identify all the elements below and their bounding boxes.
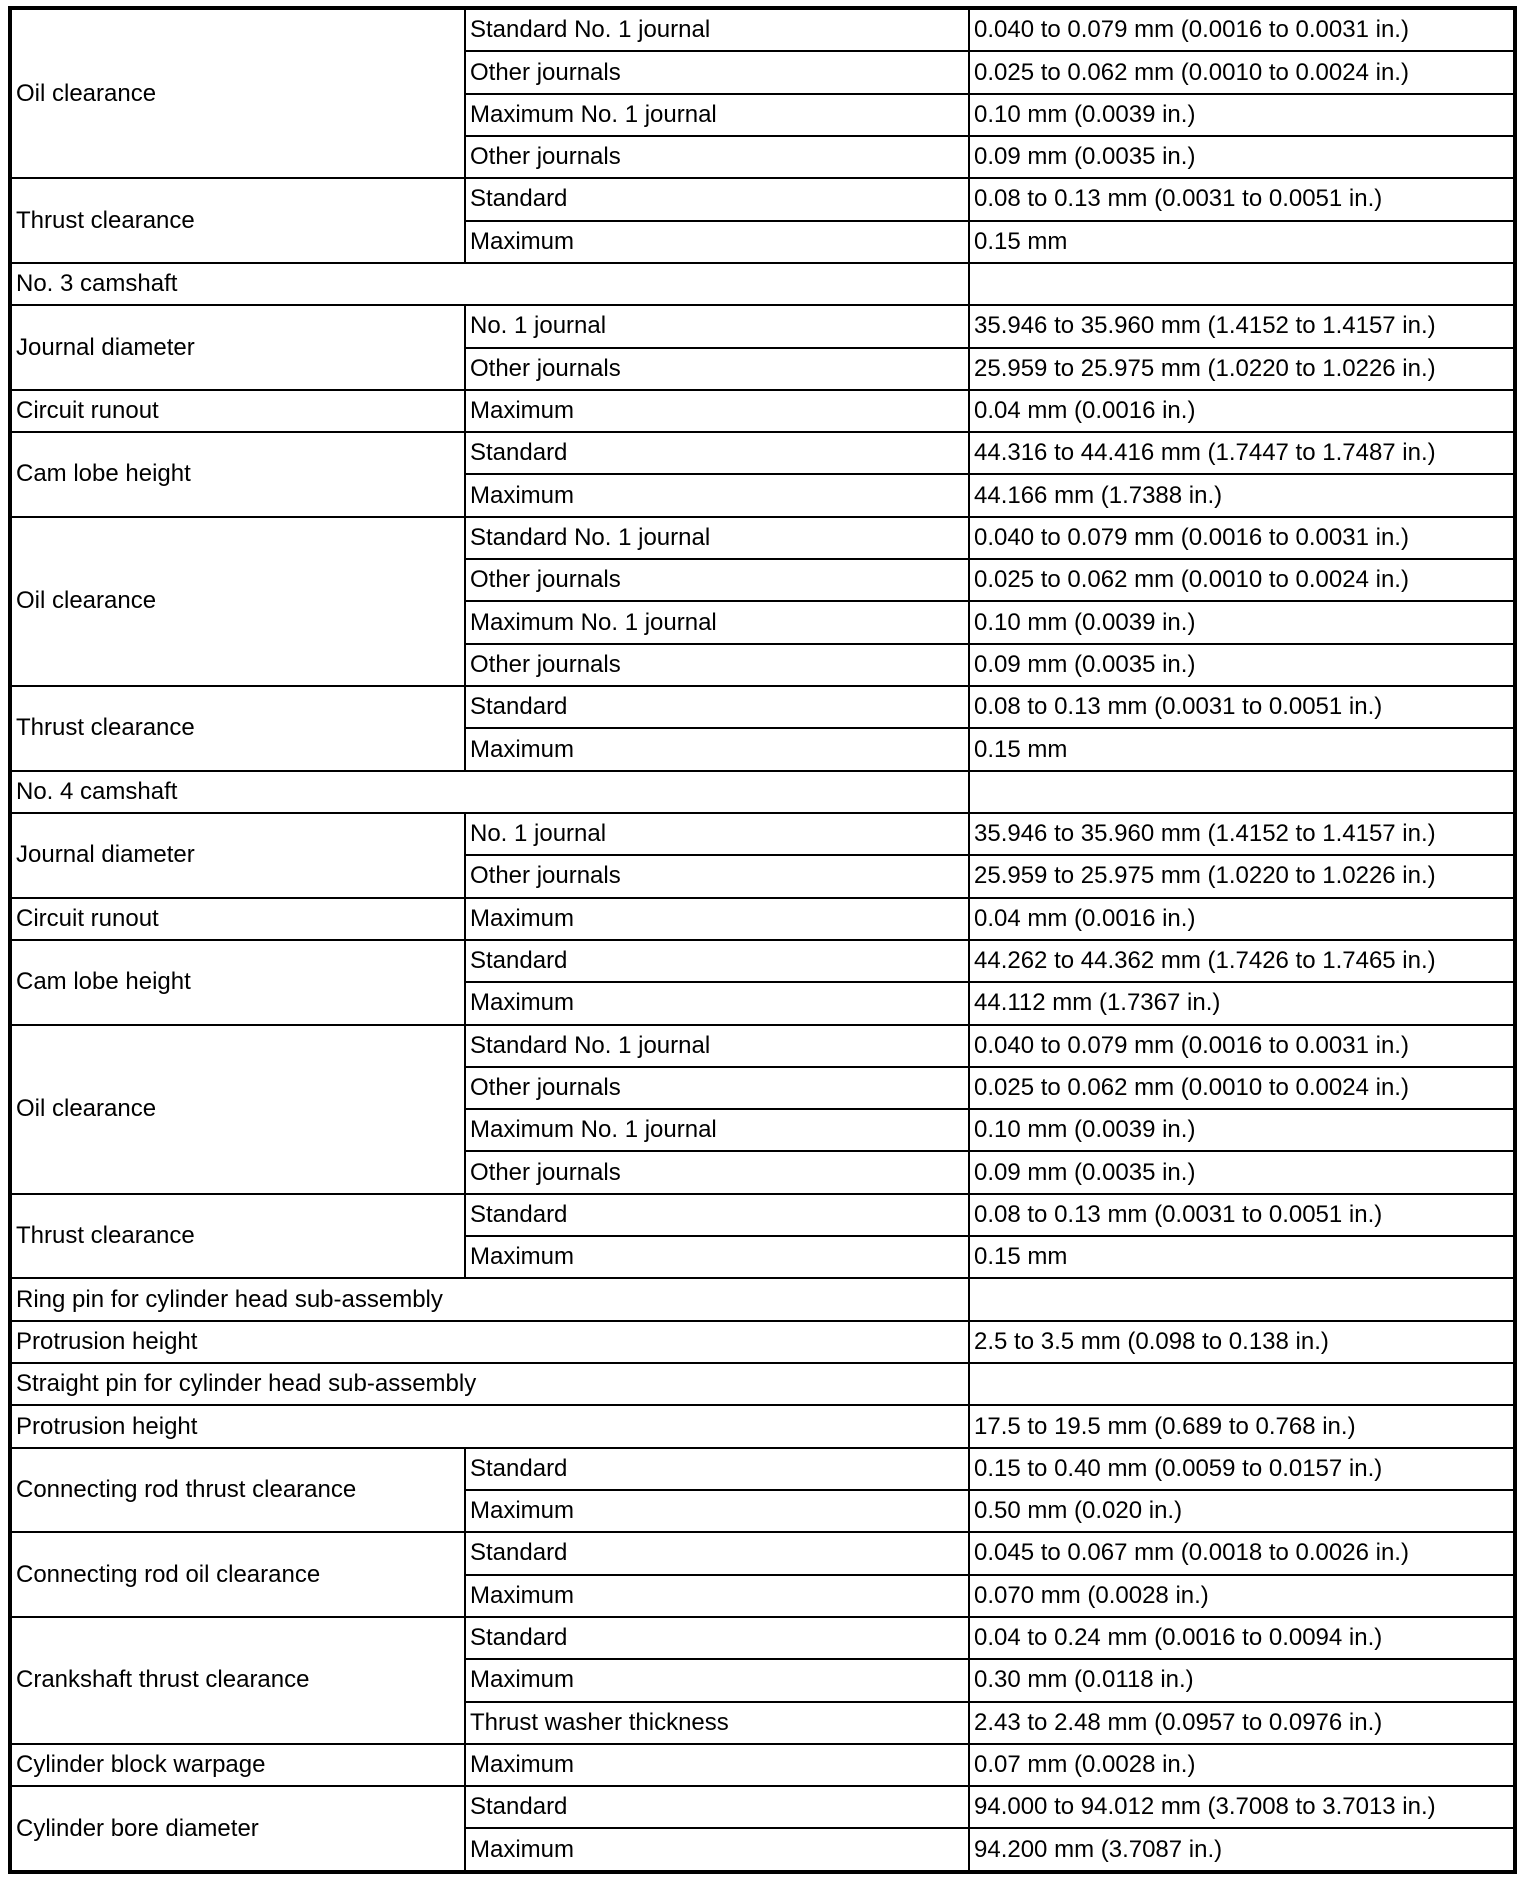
cell-maximum-no-1-journal: Maximum No. 1 journal [465,94,969,136]
cell-0-09-mm-0-0035-in: 0.09 mm (0.0035 in.) [969,136,1515,178]
cell-crankshaft-thrust-clearance: Crankshaft thrust clearance [10,1617,465,1744]
cell-25-959-to-25-975-mm-1-0220-to-1-0226-in: 25.959 to 25.975 mm (1.0220 to 1.0226 in.) [969,348,1515,390]
cell-oil-clearance: Oil clearance [10,8,465,178]
cell-standard: Standard [465,1786,969,1828]
cell-standard-no-1-journal: Standard No. 1 journal [465,8,969,51]
specification-table-body [10,8,1515,1872]
cell-standard: Standard [465,1448,969,1490]
cell-0-08-to-0-13-mm-0-0031-to-0-0051-in: 0.08 to 0.13 mm (0.0031 to 0.0051 in.) [969,686,1515,728]
cell-other-journals: Other journals [465,644,969,686]
cell-94-200-mm-3-7087-in: 94.200 mm (3.7087 in.) [969,1828,1515,1872]
cell-0-10-mm-0-0039-in: 0.10 mm (0.0039 in.) [969,1109,1515,1151]
cell-44-262-to-44-362-mm-1-7426-to-1-7465-in: 44.262 to 44.362 mm (1.7426 to 1.7465 in.) [969,940,1515,982]
cell-0-04-mm-0-0016-in: 0.04 mm (0.0016 in.) [969,898,1515,940]
table-row [10,263,1515,305]
table-row [10,390,1515,432]
cell-empty [969,1278,1515,1320]
cell-maximum-no-1-journal: Maximum No. 1 journal [465,601,969,643]
cell-no-1-journal: No. 1 journal [465,813,969,855]
cell-other-journals: Other journals [465,855,969,897]
cell-maximum: Maximum [465,1744,969,1786]
cell-cylinder-bore-diameter: Cylinder bore diameter [10,1786,465,1872]
cell-standard: Standard [465,686,969,728]
specification-table [8,6,1517,1874]
cell-maximum: Maximum [465,728,969,770]
cell-standard-no-1-journal: Standard No. 1 journal [465,1025,969,1067]
cell-thrust-clearance: Thrust clearance [10,1194,465,1279]
cell-0-09-mm-0-0035-in: 0.09 mm (0.0035 in.) [969,1151,1515,1193]
cell-0-07-mm-0-0028-in: 0.07 mm (0.0028 in.) [969,1744,1515,1786]
cell-other-journals: Other journals [465,348,969,390]
cell-thrust-washer-thickness: Thrust washer thickness [465,1702,969,1744]
cell-44-316-to-44-416-mm-1-7447-to-1-7487-in: 44.316 to 44.416 mm (1.7447 to 1.7487 in.) [969,432,1515,474]
cell-other-journals: Other journals [465,51,969,93]
table-row [10,1025,1515,1067]
cell-standard: Standard [465,178,969,220]
table-row [10,1448,1515,1490]
cell-0-15-mm: 0.15 mm [969,221,1515,263]
table-row [10,771,1515,813]
cell-maximum: Maximum [465,1575,969,1617]
cell-0-045-to-0-067-mm-0-0018-to-0-0026-in: 0.045 to 0.067 mm (0.0018 to 0.0026 in.) [969,1532,1515,1574]
cell-empty [969,1363,1515,1405]
cell-other-journals: Other journals [465,1067,969,1109]
table-row [10,8,1515,51]
cell-empty [969,771,1515,813]
cell-cam-lobe-height: Cam lobe height [10,432,465,517]
cell-0-04-mm-0-0016-in: 0.04 mm (0.0016 in.) [969,390,1515,432]
cell-25-959-to-25-975-mm-1-0220-to-1-0226-in: 25.959 to 25.975 mm (1.0220 to 1.0226 in.) [969,855,1515,897]
cell-0-08-to-0-13-mm-0-0031-to-0-0051-in: 0.08 to 0.13 mm (0.0031 to 0.0051 in.) [969,178,1515,220]
cell-0-040-to-0-079-mm-0-0016-to-0-0031-in: 0.040 to 0.079 mm (0.0016 to 0.0031 in.) [969,517,1515,559]
cell-circuit-runout: Circuit runout [10,898,465,940]
table-row [10,1321,1515,1363]
cell-44-166-mm-1-7388-in: 44.166 mm (1.7388 in.) [969,474,1515,516]
cell-0-08-to-0-13-mm-0-0031-to-0-0051-in: 0.08 to 0.13 mm (0.0031 to 0.0051 in.) [969,1194,1515,1236]
cell-standard-no-1-journal: Standard No. 1 journal [465,517,969,559]
cell-other-journals: Other journals [465,559,969,601]
cell-no-3-camshaft: No. 3 camshaft [10,263,969,305]
cell-0-025-to-0-062-mm-0-0010-to-0-0024-in: 0.025 to 0.062 mm (0.0010 to 0.0024 in.) [969,559,1515,601]
cell-ring-pin-for-cylinder-head-sub-assembly: Ring pin for cylinder head sub-assembly [10,1278,969,1320]
cell-0-30-mm-0-0118-in: 0.30 mm (0.0118 in.) [969,1659,1515,1701]
cell-maximum: Maximum [465,221,969,263]
table-row [10,1786,1515,1828]
cell-0-025-to-0-062-mm-0-0010-to-0-0024-in: 0.025 to 0.062 mm (0.0010 to 0.0024 in.) [969,51,1515,93]
cell-connecting-rod-oil-clearance: Connecting rod oil clearance [10,1532,465,1617]
cell-0-025-to-0-062-mm-0-0010-to-0-0024-in: 0.025 to 0.062 mm (0.0010 to 0.0024 in.) [969,1067,1515,1109]
cell-0-09-mm-0-0035-in: 0.09 mm (0.0035 in.) [969,644,1515,686]
cell-standard: Standard [465,1194,969,1236]
cell-0-15-mm: 0.15 mm [969,728,1515,770]
cell-0-15-to-0-40-mm-0-0059-to-0-0157-in: 0.15 to 0.40 mm (0.0059 to 0.0157 in.) [969,1448,1515,1490]
cell-empty [969,263,1515,305]
cell-oil-clearance: Oil clearance [10,1025,465,1194]
cell-thrust-clearance: Thrust clearance [10,686,465,771]
cell-standard: Standard [465,432,969,474]
table-row [10,305,1515,347]
cell-maximum-no-1-journal: Maximum No. 1 journal [465,1109,969,1151]
table-row [10,1194,1515,1236]
cell-0-04-to-0-24-mm-0-0016-to-0-0094-in: 0.04 to 0.24 mm (0.0016 to 0.0094 in.) [969,1617,1515,1659]
cell-17-5-to-19-5-mm-0-689-to-0-768-in: 17.5 to 19.5 mm (0.689 to 0.768 in.) [969,1405,1515,1447]
cell-protrusion-height: Protrusion height [10,1321,969,1363]
cell-2-5-to-3-5-mm-0-098-to-0-138-in: 2.5 to 3.5 mm (0.098 to 0.138 in.) [969,1321,1515,1363]
table-row [10,1405,1515,1447]
cell-maximum: Maximum [465,1659,969,1701]
table-row [10,178,1515,220]
cell-oil-clearance: Oil clearance [10,517,465,686]
cell-0-040-to-0-079-mm-0-0016-to-0-0031-in: 0.040 to 0.079 mm (0.0016 to 0.0031 in.) [969,8,1515,51]
cell-cylinder-block-warpage: Cylinder block warpage [10,1744,465,1786]
cell-0-10-mm-0-0039-in: 0.10 mm (0.0039 in.) [969,94,1515,136]
cell-maximum: Maximum [465,474,969,516]
cell-44-112-mm-1-7367-in: 44.112 mm (1.7367 in.) [969,982,1515,1024]
cell-94-000-to-94-012-mm-3-7008-to-3-7013-in: 94.000 to 94.012 mm (3.7008 to 3.7013 in.) [969,1786,1515,1828]
cell-maximum: Maximum [465,982,969,1024]
cell-protrusion-height: Protrusion height [10,1405,969,1447]
cell-0-040-to-0-079-mm-0-0016-to-0-0031-in: 0.040 to 0.079 mm (0.0016 to 0.0031 in.) [969,1025,1515,1067]
cell-other-journals: Other journals [465,136,969,178]
cell-cam-lobe-height: Cam lobe height [10,940,465,1025]
cell-35-946-to-35-960-mm-1-4152-to-1-4157-in: 35.946 to 35.960 mm (1.4152 to 1.4157 in.) [969,305,1515,347]
cell-maximum: Maximum [465,898,969,940]
cell-0-10-mm-0-0039-in: 0.10 mm (0.0039 in.) [969,601,1515,643]
cell-maximum: Maximum [465,1828,969,1872]
cell-maximum: Maximum [465,1236,969,1278]
cell-connecting-rod-thrust-clearance: Connecting rod thrust clearance [10,1448,465,1533]
cell-straight-pin-for-cylinder-head-sub-assembly: Straight pin for cylinder head sub-assembly [10,1363,969,1405]
cell-other-journals: Other journals [465,1151,969,1193]
table-row [10,813,1515,855]
cell-0-50-mm-0-020-in: 0.50 mm (0.020 in.) [969,1490,1515,1532]
cell-standard: Standard [465,1617,969,1659]
table-row [10,940,1515,982]
table-row [10,898,1515,940]
cell-journal-diameter: Journal diameter [10,305,465,390]
cell-2-43-to-2-48-mm-0-0957-to-0-0976-in: 2.43 to 2.48 mm (0.0957 to 0.0976 in.) [969,1702,1515,1744]
cell-0-070-mm-0-0028-in: 0.070 mm (0.0028 in.) [969,1575,1515,1617]
cell-maximum: Maximum [465,390,969,432]
table-row [10,517,1515,559]
cell-0-15-mm: 0.15 mm [969,1236,1515,1278]
table-row [10,1278,1515,1320]
cell-standard: Standard [465,940,969,982]
table-row [10,1363,1515,1405]
cell-thrust-clearance: Thrust clearance [10,178,465,263]
table-row [10,1617,1515,1659]
cell-journal-diameter: Journal diameter [10,813,465,898]
cell-standard: Standard [465,1532,969,1574]
table-row [10,432,1515,474]
cell-circuit-runout: Circuit runout [10,390,465,432]
table-row [10,1744,1515,1786]
table-row [10,1532,1515,1574]
cell-35-946-to-35-960-mm-1-4152-to-1-4157-in: 35.946 to 35.960 mm (1.4152 to 1.4157 in.) [969,813,1515,855]
cell-no-1-journal: No. 1 journal [465,305,969,347]
cell-maximum: Maximum [465,1490,969,1532]
cell-no-4-camshaft: No. 4 camshaft [10,771,969,813]
table-row [10,686,1515,728]
